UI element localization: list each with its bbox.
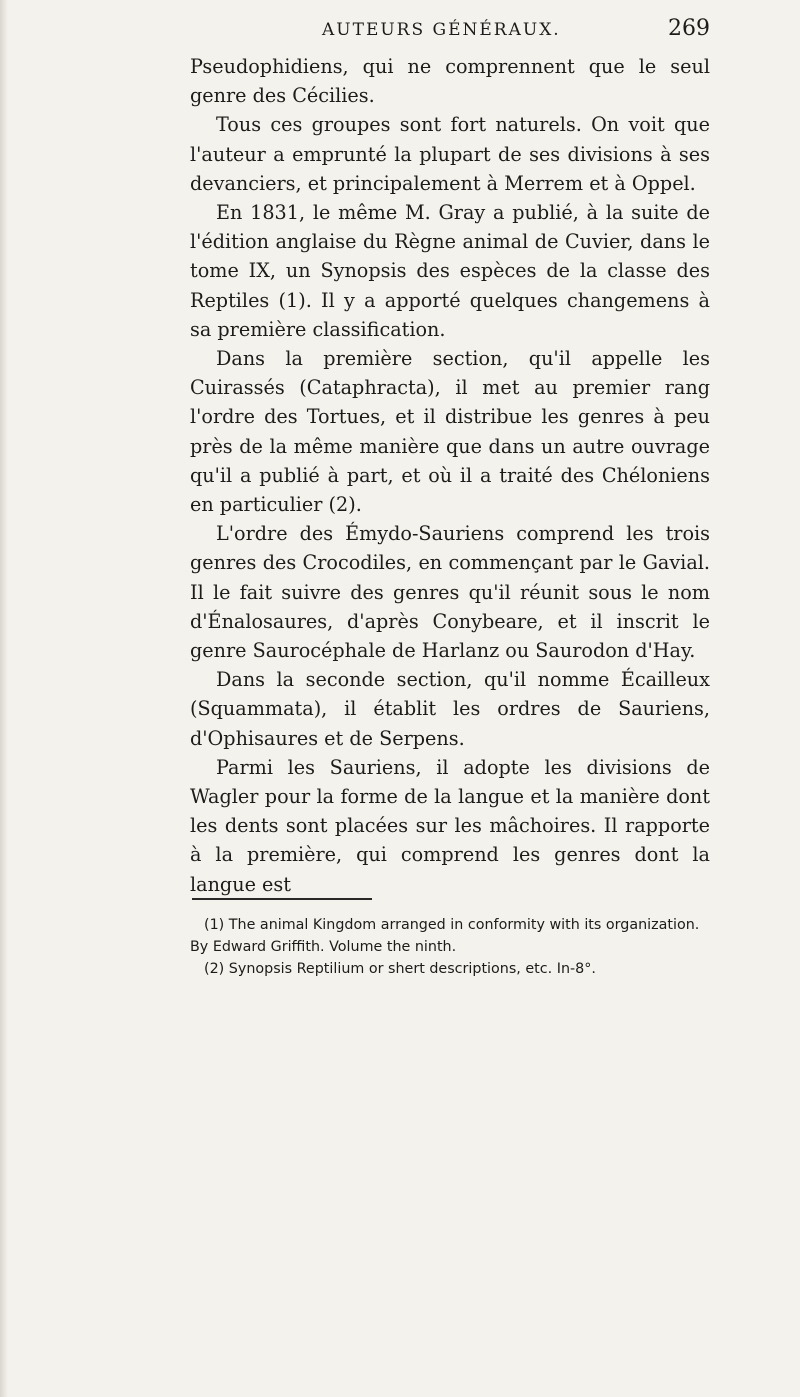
page-edge-shadow — [0, 0, 8, 1397]
running-head: AUTEURS GÉNÉRAUX. — [322, 20, 561, 40]
paragraph: L'ordre des Émydo-Sauriens comprend les trois genres des Crocodiles, en commençant par le Gavial. Il le fait suivre des genres qu'il réunit sous le nom d'Énalosaures, d'après Conybeare, et il inscrit le genre Saurocéphale de Harlanz ou Saurodon d'Hay. — [190, 522, 710, 663]
footnote-rule — [192, 898, 372, 900]
paragraph: Pseudophidiens, qui ne comprennent que le seul genre des Cécilies. — [190, 55, 710, 108]
footnote: (2) Synopsis Reptilium or shert descriptions, etc. In-8°. — [204, 961, 596, 977]
footnote: (1) The animal Kingdom arranged in conformity with its organization. By Edward Griffith. Volume the ninth. — [190, 917, 700, 955]
paragraph: Dans la seconde section, qu'il nomme Écailleux (Squammata), il établit les ordres de Sauriens, d'Ophisaures et de Serpens. — [190, 668, 710, 750]
body-text — [190, 52, 710, 899]
paragraph: Dans la première section, qu'il appelle les Cuirassés (Cataphracta), il met au premier rang l'ordre des Tortues, et il distribue les genres à peu près de la même manière que dans un autre ouvrage qu'il a publié à part, et où il a traité des Chéloniens en particulier (2). — [190, 347, 710, 517]
paragraph: Parmi les Sauriens, il adopte les divisions de Wagler pour la forme de la langue et la manière dont les dents sont placées sur les mâchoires. Il rapporte à la première, qui comprend les genres dont la langue est — [190, 755, 710, 896]
paragraph: En 1831, le même M. Gray a publié, à la suite de l'édition anglaise du Règne animal de Cuvier, dans le tome IX, un Synopsis des espèces de la classe des Reptiles (1). Il y a apporté quelques changemens à sa première classification. — [190, 201, 710, 341]
page-number: 269 — [668, 16, 710, 41]
footnotes — [190, 914, 710, 980]
page-header — [190, 14, 710, 50]
paragraph: Tous ces groupes sont fort naturels. On voit que l'auteur a emprunté la plupart de ses divisions à ses devanciers, et principalement à Merrem et à Oppel. — [190, 113, 710, 195]
